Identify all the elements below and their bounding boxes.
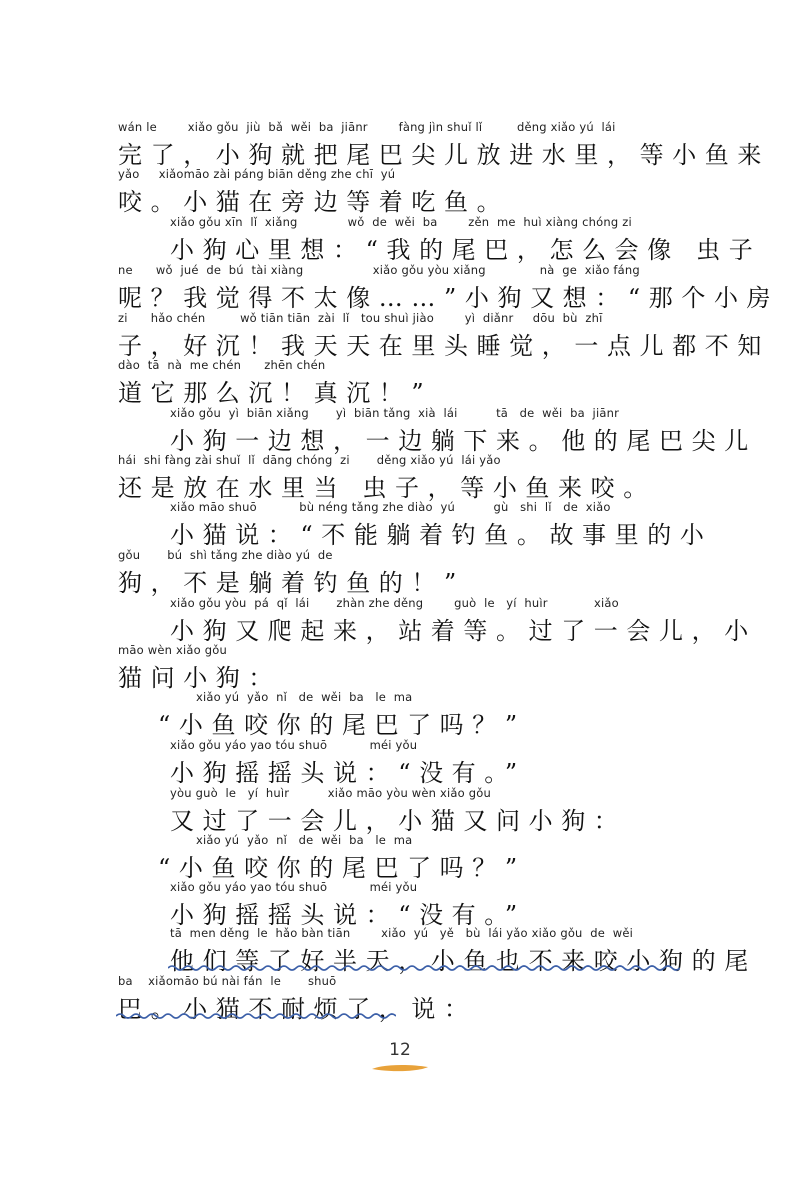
chinese-row: 小狗摇摇头说：“没有。” — [170, 759, 526, 787]
pinyin-row: yòu guò le yí huìr xiǎo māo yòu wèn xiǎo gǒu — [170, 786, 491, 800]
chinese-row: 小猫说：“不能躺着钓鱼。故事里的小 — [170, 521, 713, 549]
page-number: 12 — [389, 1040, 411, 1060]
chinese-row: 呢？我觉得不太像……”小狗又想：“那个小房 — [118, 284, 780, 312]
text-line-4 — [0, 263, 800, 312]
text-line-1 — [0, 120, 800, 169]
wavy-underline — [168, 964, 680, 972]
pinyin-row: zi hǎo chén wǒ tiān tiān zài lǐ tou shuì jiào yì diǎnr dōu bù zhī — [118, 311, 603, 325]
chinese-row: 猫问小狗： — [118, 664, 281, 692]
chinese-row: 子，好沉！我天天在里头睡觉，一点儿都不知 — [118, 332, 770, 360]
text-line-12 — [0, 643, 800, 692]
chinese-row: 他们等了好半天，小鱼也不来咬小狗的尾 — [170, 947, 757, 975]
pinyin-row: xiǎo gǒu yáo yao tóu shuō méi yǒu — [170, 880, 418, 894]
pinyin-row: xiǎo gǒu yì biān xiǎng yì biān tǎng xià lái tā de wěi ba jiānr — [170, 406, 620, 420]
text-line-3 — [0, 215, 800, 264]
wavy-underline — [116, 1012, 396, 1020]
text-line-10 — [0, 548, 800, 597]
pinyin-row: xiǎo gǒu yòu pá qǐ lái zhàn zhe děng guò le yí huìr xiǎo — [170, 596, 619, 610]
text-line-14 — [0, 738, 800, 787]
text-line-7 — [0, 406, 800, 455]
brush-stroke-decoration — [370, 1062, 430, 1074]
pinyin-row: xiǎo gǒu yáo yao tóu shuō méi yǒu — [170, 738, 418, 752]
chinese-row: 还是放在水里当 虫子，等小鱼来咬。 — [118, 474, 656, 502]
pinyin-row: ne wǒ jué de bú tài xiàng xiǎo gǒu yòu xiǎng nà ge xiǎo fáng — [118, 263, 640, 277]
text-line-6 — [0, 358, 800, 407]
pinyin-row: yǎo xiǎomāo zài páng biān děng zhe chī yú — [118, 167, 396, 181]
pinyin-row: hái shi fàng zài shuǐ lǐ dāng chóng zi děng xiǎo yú lái yǎo — [118, 453, 501, 467]
text-line-17 — [0, 880, 800, 929]
pinyin-row: tā men děng le hǎo bàn tiān xiǎo yú yě bù lái yǎo xiǎo gǒu de wěi — [170, 926, 634, 940]
text-line-13 — [0, 690, 800, 739]
pinyin-row: wán le xiǎo gǒu jiù bǎ wěi ba jiānr fàng jìn shuǐ lǐ děng xiǎo yú lái — [118, 120, 616, 134]
chinese-row: 巴。小猫不耐烦了，说： — [118, 995, 477, 1023]
chinese-row: 狗，不是躺着钓鱼的！” — [118, 569, 465, 597]
text-line-11 — [0, 596, 800, 645]
text-line-15 — [0, 786, 800, 835]
pinyin-row: xiǎo gǒu xīn lǐ xiǎng wǒ de wěi ba zěn me huì xiàng chóng zi — [170, 215, 632, 229]
pinyin-row: xiǎo yú yǎo nǐ de wěi ba le ma — [196, 833, 413, 847]
chinese-row: “小鱼咬你的尾巴了吗？” — [158, 854, 526, 882]
pinyin-row: māo wèn xiǎo gǒu — [118, 643, 227, 657]
text-line-5 — [0, 311, 800, 360]
chinese-row: “小鱼咬你的尾巴了吗？” — [158, 711, 526, 739]
text-line-8 — [0, 453, 800, 502]
text-line-16 — [0, 833, 800, 882]
chinese-row: 小狗摇摇头说：“没有。” — [170, 901, 526, 929]
pinyin-row: ba xiǎomāo bú nài fán le shuō — [118, 974, 337, 988]
text-line-9 — [0, 500, 800, 549]
chinese-row: 完了，小狗就把尾巴尖儿放进水里，等小鱼来 — [118, 141, 770, 169]
chinese-row: 咬。小猫在旁边等着吃鱼。 — [118, 188, 510, 216]
text-line-2 — [0, 167, 800, 216]
chinese-row: 又过了一会儿，小猫又问小狗： — [170, 807, 627, 835]
pinyin-row: xiǎo yú yǎo nǐ de wěi ba le ma — [196, 690, 413, 704]
chinese-row: 小狗又爬起来，站着等。过了一会儿，小 — [170, 617, 757, 645]
pinyin-row: xiǎo māo shuō bù néng tǎng zhe diào yú gù shi lǐ de xiǎo — [170, 500, 611, 514]
chinese-row: 小狗心里想：“我的尾巴，怎么会像 虫子 — [170, 236, 762, 264]
pinyin-row: gǒu bú shì tǎng zhe diào yú de — [118, 548, 333, 562]
chinese-row: 道它那么沉！真沉！” — [118, 379, 433, 407]
chinese-row: 小狗一边想，一边躺下来。他的尾巴尖儿 — [170, 427, 757, 455]
pinyin-row: dào tā nà me chén zhēn chén — [118, 358, 326, 372]
